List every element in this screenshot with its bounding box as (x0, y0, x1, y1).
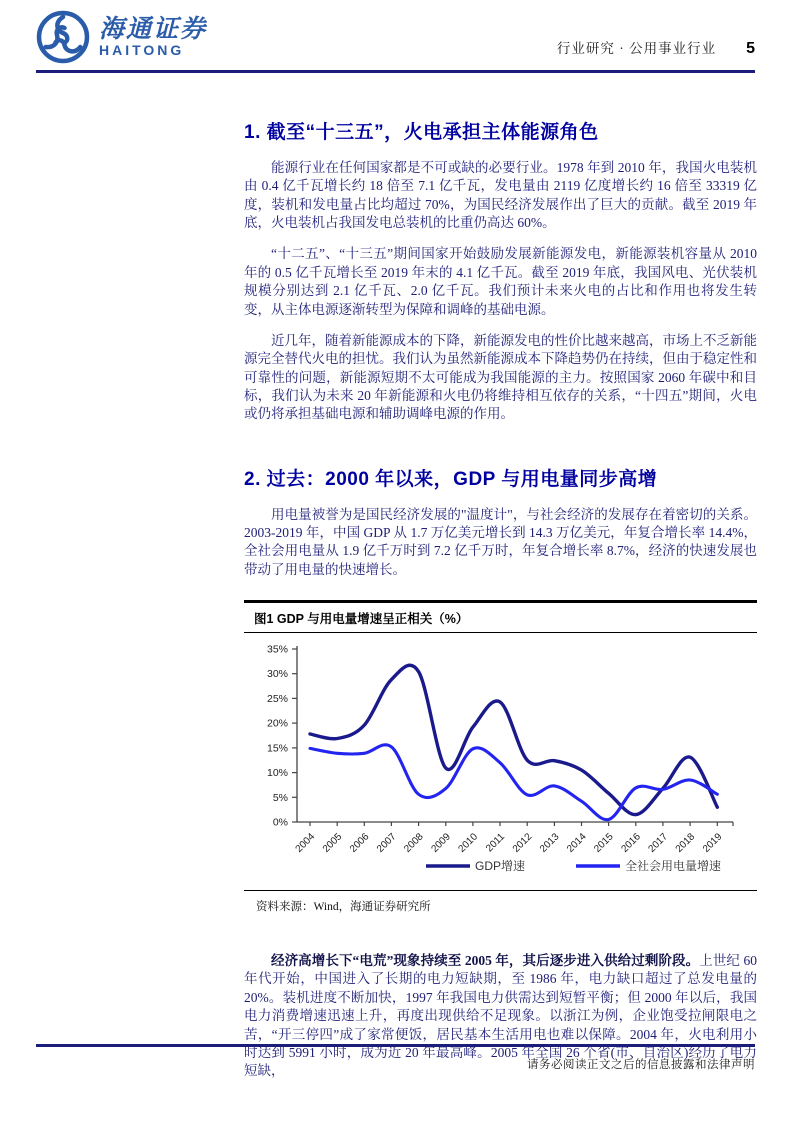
header-rule (36, 70, 755, 73)
x-tick-label: 2011 (484, 831, 508, 855)
page-footer (36, 1044, 755, 1072)
x-tick-label: 2008 (402, 831, 426, 855)
y-tick-label: 5% (272, 791, 288, 804)
closing-bold-lead: 经济高增长下“电荒”现象持续至 2005 年，其后逐步进入供给过剩阶段。 (271, 953, 700, 969)
y-tick-label: 30% (266, 668, 288, 681)
x-tick-label: 2006 (347, 831, 372, 855)
x-tick-label: 2007 (375, 831, 399, 855)
doc-type-label: 行业研究 · 公用事业行业 (556, 41, 717, 56)
figure-title: 图1 GDP 与用电量增速呈正相关（%） (244, 600, 757, 633)
haitong-emblem-icon (36, 10, 90, 64)
gdp-electricity-line-chart (244, 633, 757, 891)
figure-1 (244, 600, 757, 914)
x-tick-label: 2015 (592, 831, 616, 855)
legend-label: GDP增速 (475, 859, 526, 874)
header-right (557, 37, 755, 64)
x-tick-label: 2009 (429, 831, 453, 855)
closing-text: 上世纪 60 年代开始，中国进入了长期的电力短缺期，至 1986 年，电力缺口超过了总发电量的 20%。装机进度不断加快，1997 年我国电力供需达到短暂平衡；但 2000 年以后，我国电力消费增速迅速上升，再度出现供给不足现象。以浙江为例，企业饱受拉闸限电之苦，“开三停四”成了家常便饭，居民基本生活用电也难以保障。2004 年，火电利用小时达到 5991 小时，成为近 20 年最高峰。2005 年全国 26 个省(市、自治区)经历了电力短缺， (244, 953, 757, 1079)
logo-text (99, 17, 207, 58)
y-tick-label: 10% (266, 767, 288, 780)
x-tick-label: 2012 (510, 831, 535, 855)
brand-name-en: HAITONG (99, 41, 185, 58)
y-tick-label: 25% (266, 693, 288, 706)
x-tick-label: 2004 (293, 831, 318, 855)
report-body (244, 117, 757, 1081)
x-tick-label: 2018 (673, 831, 698, 855)
y-tick-label: 35% (266, 643, 288, 656)
body-paragraph: 近几年，随着新能源成本的下降，新能源发电的性价比越来越高，市场上不乏新能源完全替代火电的担忧。我们认为虽然新能源成本下降趋势仍在持续，但由于稳定性和可靠性的问题，新能源短期不太可能成为我国能源的主力。按照国家 2060 年碳中和目标，我们认为未来 20 年新能源和火电仍将维持相互依存的关系，“十四五”期间，火电或仍将承担基础电源和辅助调峰电源的作用。 (244, 332, 757, 422)
x-tick-label: 2017 (646, 831, 671, 855)
y-tick-label: 15% (266, 742, 288, 755)
legend-label: 全社会用电量增速 (625, 859, 722, 874)
brand-name-cn: 海通证券 (99, 15, 208, 43)
page-number: 5 (746, 40, 755, 57)
x-tick-label: 2013 (538, 831, 562, 855)
gdp-growth-line (310, 665, 717, 814)
disclaimer-text: 请务必阅读正文之后的信息披露和法律声明 (527, 1059, 755, 1071)
line-chart-svg (244, 633, 757, 885)
page-header (0, 0, 793, 68)
y-tick-label: 20% (266, 717, 288, 730)
x-tick-label: 2016 (619, 831, 643, 855)
section-1-heading: 1. 截至“十三五”，火电承担主体能源角色 (244, 122, 599, 143)
x-tick-label: 2019 (700, 831, 725, 855)
x-tick-label: 2010 (456, 831, 481, 855)
body-paragraph: “十二五”、“十三五”期间国家开始鼓励发展新能源发电，新能源装机容量从 2010 年的 0.5 亿千瓦增长至 2019 年末的 4.1 亿千瓦。截至 2019 年底，我国风电、光伏装机规模分别达到 2.1 亿千瓦、2.0 亿千瓦。我们预计未来火电的占比和作用也将发生转变，从主体电源逐渐转型为保障和调峰的基础电源。 (244, 246, 757, 317)
section-2-heading: 2. 过去：2000 年以来，GDP 与用电量同步高增 (244, 468, 658, 490)
body-paragraph: 用电量被誉为是国民经济发展的"温度计"，与社会经济的发展存在着密切的关系。2003-2019 年，中国 GDP 从 1.7 万亿美元增长到 14.3 万亿美元，年复合增长率 14.4%，全社会用电量从 1.9 亿千万时到 7.2 亿千万时，年复合增长率 8.7%，经济的快速发展也带动了用电量的快速增长。 (244, 506, 757, 577)
haitong-logo (36, 10, 207, 64)
figure-source: 资料来源：Wind，海通证券研究所 (256, 901, 431, 914)
body-paragraph: 能源行业在任何国家都是不可或缺的必要行业。1978 年到 2010 年，我国火电装机由 0.4 亿千瓦增长约 18 倍至 7.1 亿千瓦，发电量由 2119 亿度增长约 16 倍至 33319 亿度，装机和发电量占比均超过 70%，为国民经济发展作出了巨大的贡献。截至 2019 年底，火电装机占我国发电总装机的比重仍高达 60%。 (244, 160, 757, 231)
x-tick-label: 2014 (565, 831, 589, 855)
electricity-growth-line (310, 745, 717, 820)
x-tick-label: 2005 (320, 831, 345, 855)
y-tick-label: 0% (272, 816, 288, 829)
footer-rule (36, 1044, 755, 1047)
